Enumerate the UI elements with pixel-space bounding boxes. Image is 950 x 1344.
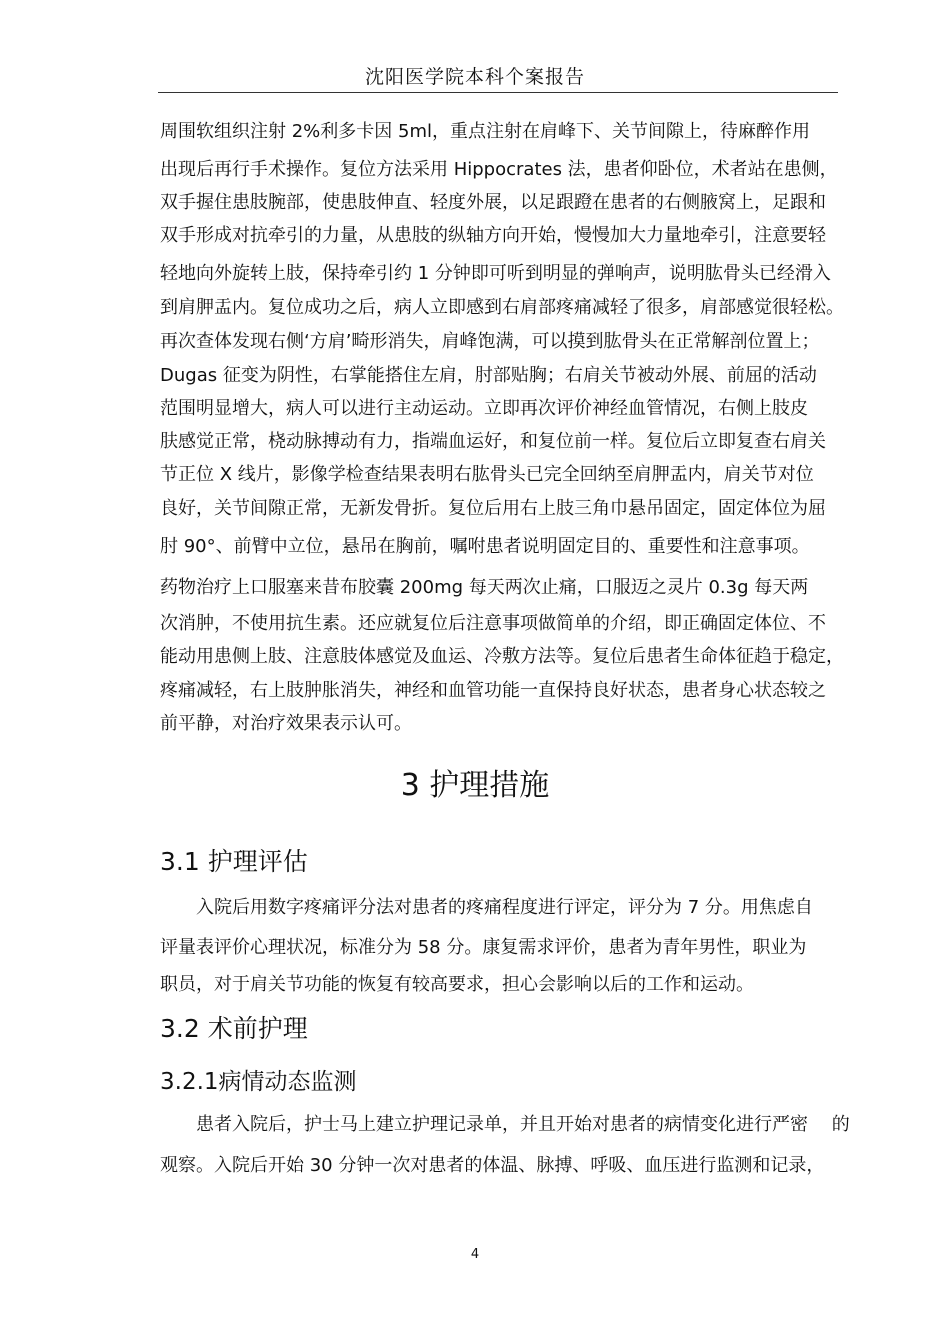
text-line: 职员，对于肩关节功能的恢复有较高要求，担心会影响以后的工作和运动。 (160, 974, 754, 995)
text-line: 前平静，对治疗效果表示认可。 (160, 713, 412, 734)
header-divider (158, 92, 838, 93)
text-line: 肘 90°、前臂中立位，悬吊在胸前，嘱咐患者说明固定目的、重要性和注意事项。 (160, 536, 810, 557)
text-line: 肤感觉正常，桡动脉搏动有力，指端血运好，和复位前一样。复位后立即复查右肩关 (160, 431, 826, 452)
text-line: 观察。入院后开始 30 分钟一次对患者的体温、脉搏、呼吸、血压进行监测和记录， (160, 1155, 825, 1176)
subsection-heading: 3.1 护理评估 (160, 847, 308, 876)
text-line: 疼痛减轻，右上肢肿胀消失，神经和血管功能一直保持良好状态，患者身心状态较之 (160, 680, 826, 701)
text-line: 药物治疗上口服塞来昔布胶囊 200mg 每天两次止痛，口服迈之灵片 0.3g 每天两 (160, 577, 809, 598)
text-line: Dugas 征变为阴性，右掌能搭住左肩，肘部贴胸；右肩关节被动外展、前屈的活动 (160, 365, 817, 386)
text-line: 双手形成对抗牵引的力量，从患肢的纵轴方向开始，慢慢加大力量地牵引，注意要轻 (160, 225, 826, 246)
page-number: 4 (470, 1247, 480, 1262)
text-line: 到肩胛盂内。复位成功之后，病人立即感到右肩部疼痛减轻了很多，肩部感觉很轻松。 (160, 297, 844, 318)
text-line: 周围软组织注射 2%利多卡因 5ml，重点注射在肩峰下、关节间隙上，待麻醉作用 (160, 121, 810, 142)
text-line: 能动用患侧上肢、注意肢体感觉及血运、冷敷方法等。复位后患者生命体征趋于稳定， (160, 646, 844, 667)
text-line: 患者入院后，护士马上建立护理记录单，并且开始对患者的病情变化进行严密 的 (160, 1114, 850, 1135)
subsubsection-heading: 3.2.1病情动态监测 (160, 1069, 357, 1095)
subsection-heading: 3.2 术前护理 (160, 1014, 308, 1043)
header-title: 沈阳医学院本科个案报告 (364, 66, 585, 88)
text-line: 次消肿，不使用抗生素。还应就复位后注意事项做简单的介绍，即正确固定体位、不 (160, 613, 826, 634)
text-line: 节正位 X 线片，影像学检查结果表明右肱骨头已完全回纳至肩胛盂内，肩关节对位 (160, 464, 814, 485)
text-line: 良好，关节间隙正常，无新发骨折。复位后用右上肢三角巾悬吊固定，固定体位为屈 (160, 498, 826, 519)
section-heading: 3 护理措施 (400, 768, 550, 803)
text-line: 轻地向外旋转上肢，保持牵引约 1 分钟即可听到明显的弹响声，说明肱骨头已经滑入 (160, 263, 831, 284)
text-line: 出现后再行手术操作。复位方法采用 Hippocrates 法，患者仰卧位，术者站在患侧， (160, 159, 838, 180)
text-line: 入院后用数字疼痛评分法对患者的疼痛程度进行评定，评分为 7 分。用焦虑自 (160, 897, 813, 918)
text-line: 双手握住患肢腕部，使患肢伸直、轻度外展，以足跟蹬在患者的右侧腋窝上，足跟和 (160, 192, 826, 213)
text-line: 评量表评价心理状况，标准分为 58 分。康复需求评价，患者为青年男性，职业为 (160, 937, 807, 958)
text-line: 范围明显增大，病人可以进行主动运动。立即再次评价神经血管情况，右侧上肢皮 (160, 398, 808, 419)
text-line: 再次查体发现右侧‘方肩’畸形消失，肩峰饱满，可以摸到肱骨头在正常解剖位置上； (160, 331, 820, 352)
